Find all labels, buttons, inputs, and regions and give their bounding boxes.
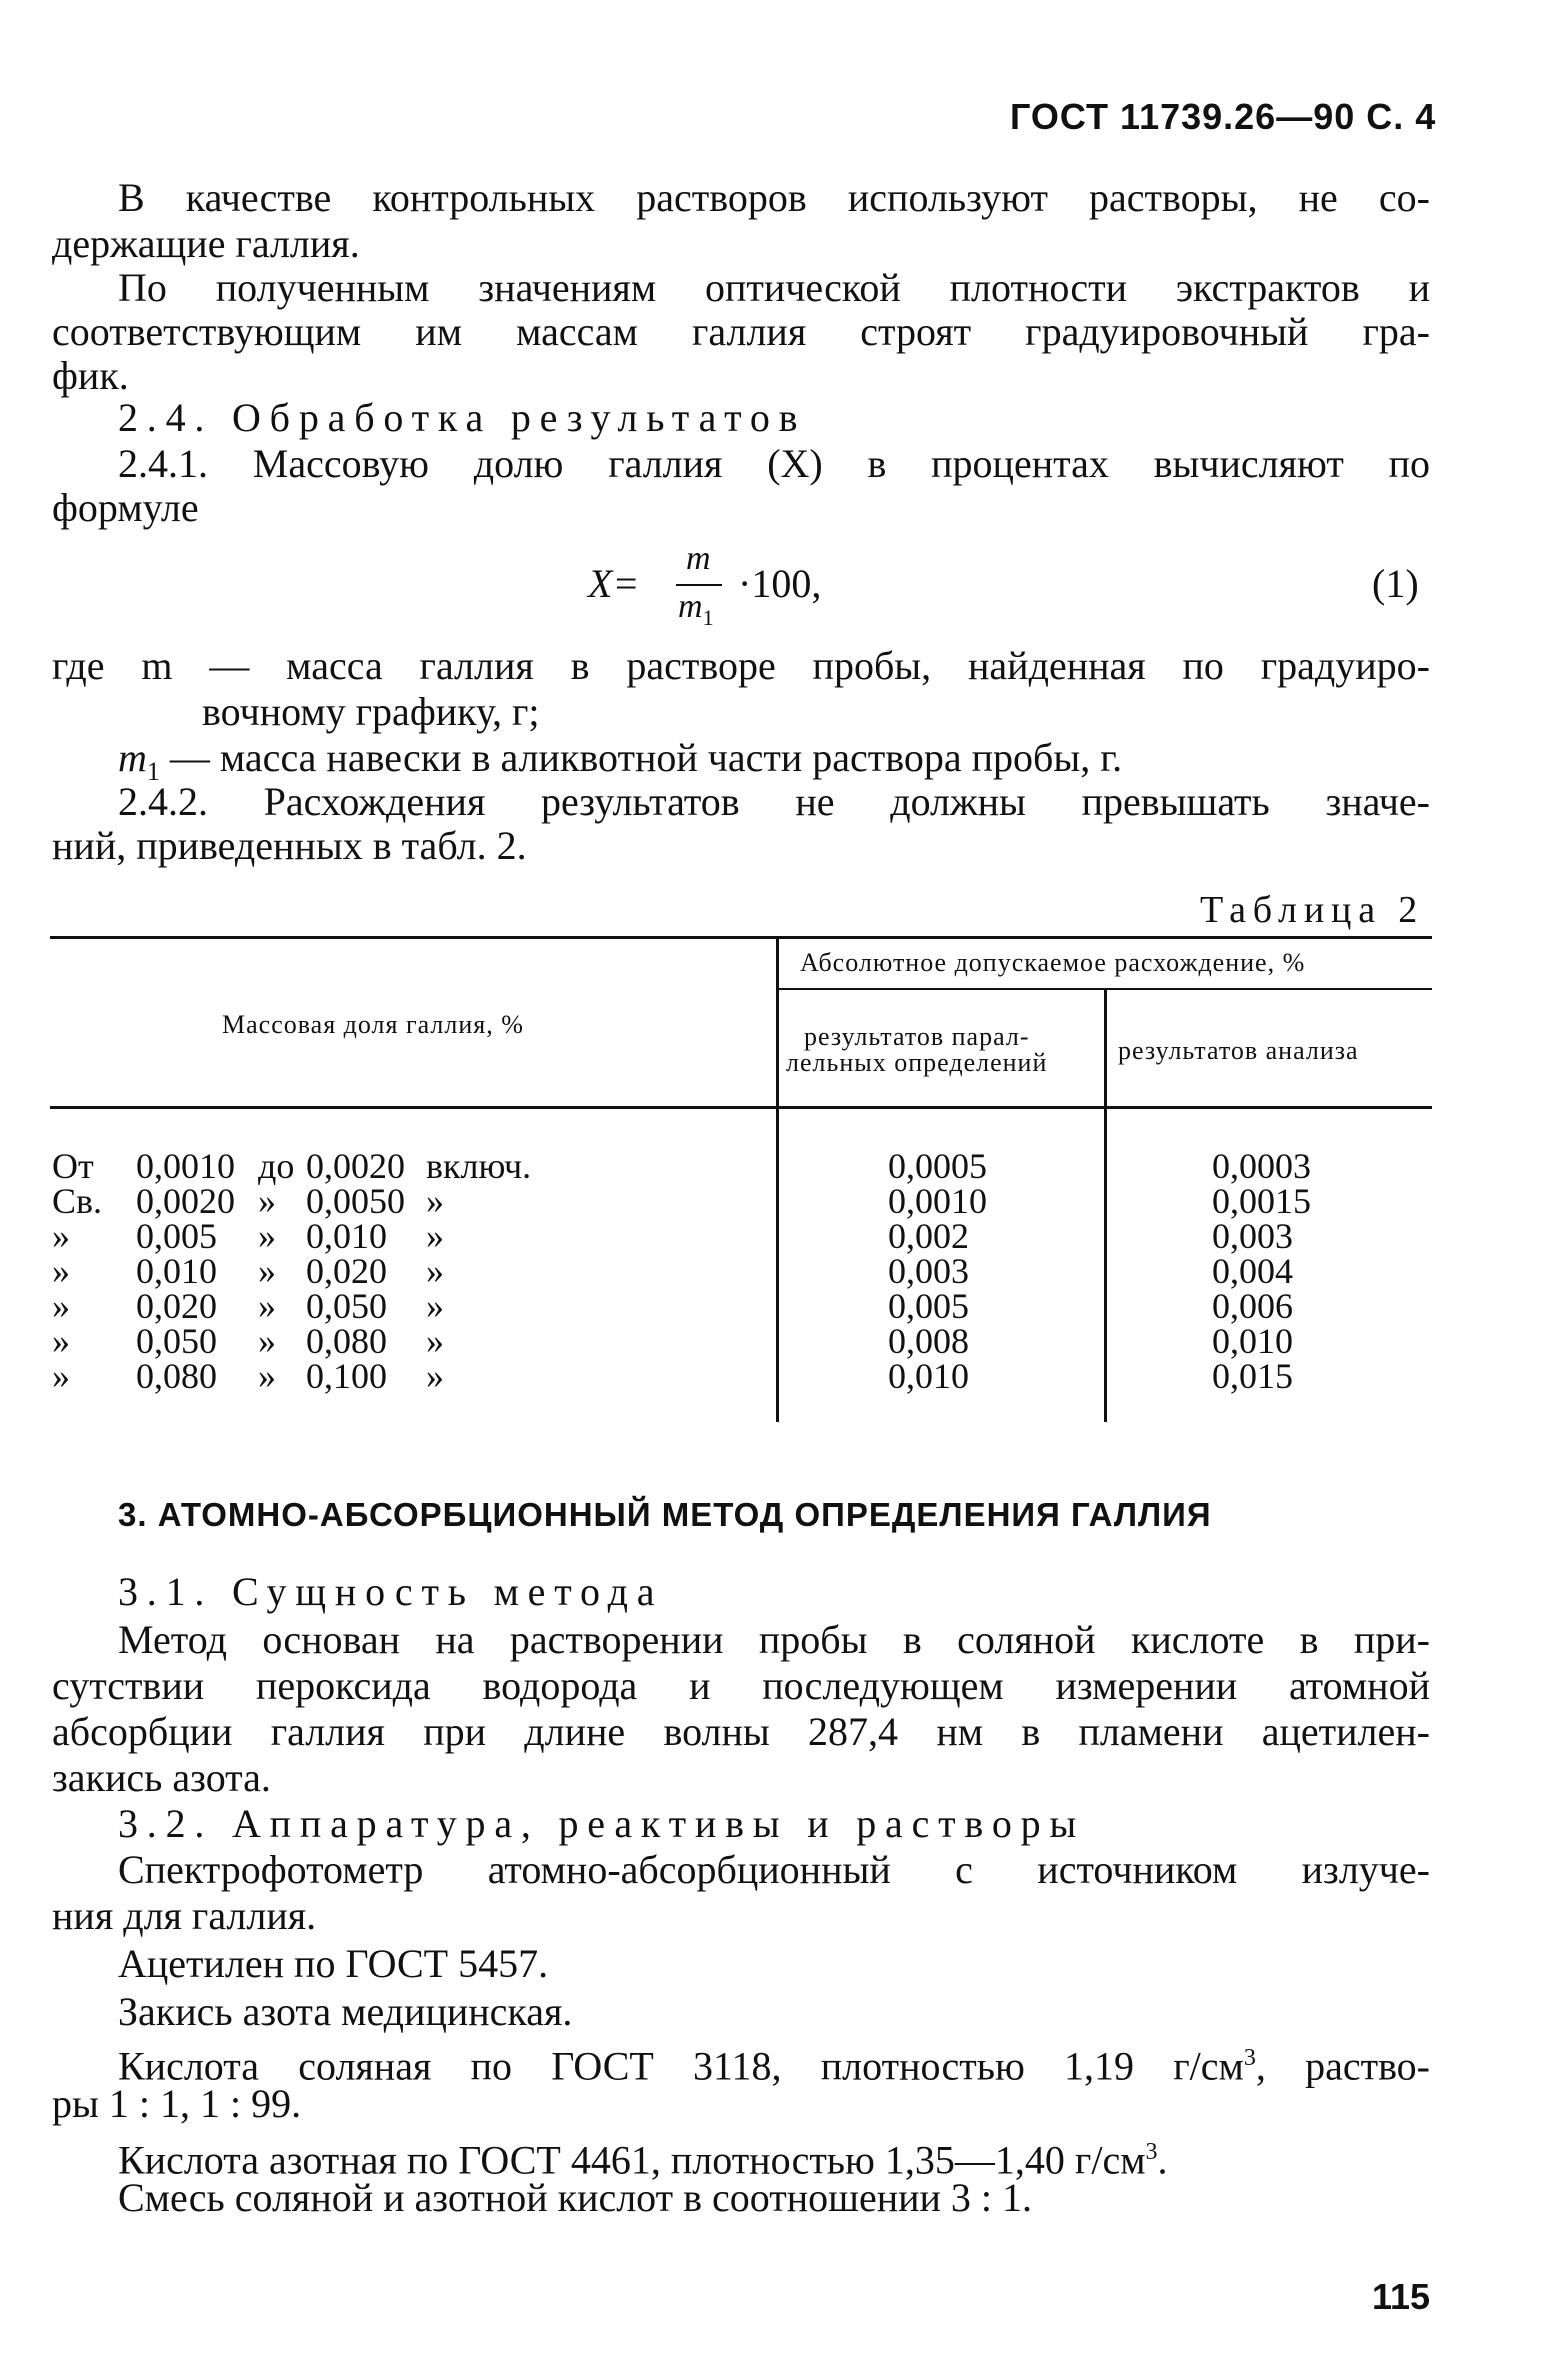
- section-2-4-heading: 2.4. Обработка результатов: [118, 395, 807, 440]
- table-cell-analysis: 0,006: [1212, 1286, 1293, 1326]
- paragraph-mix: Смесь соляной и азотной кислот в соотношении 3 : 1.: [118, 2175, 1033, 2220]
- table-cell-prefix: »: [52, 1321, 70, 1361]
- table-cell-sep: »: [258, 1356, 276, 1396]
- table-cell-parallel: 0,002: [888, 1216, 969, 1256]
- paragraph-graph-line3: фик.: [52, 353, 129, 398]
- paragraph-3-1-line1: Метод основан на растворении пробы в соляной кислоте в при-: [118, 1617, 1430, 1662]
- table-vline-2: [1104, 990, 1107, 1422]
- table-cell-from: 0,0010: [136, 1146, 235, 1186]
- table-cell-parallel: 0,0010: [888, 1181, 987, 1221]
- table-cell-prefix: »: [52, 1356, 70, 1396]
- table-cell-prefix: От: [52, 1146, 94, 1186]
- table-cell-from: 0,010: [136, 1251, 217, 1291]
- table-cell-suffix: »: [426, 1251, 444, 1291]
- table-col1-header: Массовая доля галлия, %: [222, 1010, 524, 1039]
- section-3-2-heading: 3.2. Аппаратура, реактивы и растворы: [118, 1801, 1086, 1846]
- table-cell-suffix: »: [426, 1216, 444, 1256]
- paragraph-acetylene: Ацетилен по ГОСТ 5457.: [118, 1941, 549, 1986]
- table-cell-to: 0,080: [306, 1321, 387, 1361]
- table-cell-parallel: 0,005: [888, 1286, 969, 1326]
- page-header: ГОСТ 11739.26—90 С. 4: [1010, 96, 1437, 137]
- paragraph-3-1-line2: сутствии пероксида водорода и последующем измерении атомной: [52, 1663, 1430, 1708]
- paragraph-spectro-line2: ния для галлия.: [52, 1893, 317, 1938]
- table-caption: Таблица 2: [1200, 889, 1425, 931]
- table-cell-from: 0,0020: [136, 1181, 235, 1221]
- paragraph-2-4-1-line2: формуле: [52, 485, 199, 530]
- table-cell-analysis: 0,003: [1212, 1216, 1293, 1256]
- table-cell-to: 0,050: [306, 1286, 387, 1326]
- table-cell-sep: »: [258, 1321, 276, 1361]
- paragraph-hno3: Кислота азотная по ГОСТ 4461, плотностью 1,35—1,40 $г/см^3$.: [118, 2137, 1168, 2183]
- table-header-rule: [50, 1106, 1432, 1109]
- table-top-rule: [50, 936, 1432, 939]
- where-m1-line: $m_1$ — масса навески в аликвотной части раствора пробы, г.: [118, 735, 1123, 786]
- table-cell-sep: до: [258, 1146, 295, 1186]
- paragraph-graph-line1: По полученным значениям оптической плотности экстрактов и: [118, 265, 1430, 310]
- paragraph-3-1-line4: закись азота.: [52, 1755, 271, 1800]
- table-col3-header: результатов анализа: [1118, 1036, 1359, 1065]
- table-cell-analysis: 0,004: [1212, 1251, 1293, 1291]
- formula-rhs: ·100,: [738, 561, 822, 606]
- paragraph-graph-line2: соответствующим им массам галлия строят градуировочный гра-: [52, 309, 1430, 354]
- formula-fraction-bar: [676, 584, 722, 586]
- where-m-line2: вочному графику, г;: [202, 689, 540, 734]
- table-cell-from: 0,050: [136, 1321, 217, 1361]
- table-cell-to: 0,010: [306, 1216, 387, 1256]
- table-cell-sep: »: [258, 1216, 276, 1256]
- table-cell-parallel: 0,003: [888, 1251, 969, 1291]
- table-cell-suffix: »: [426, 1321, 444, 1361]
- paragraph-control-line1: В качестве контрольных растворов используют растворы, не со-: [118, 175, 1430, 220]
- paragraph-2-4-2-line2: ний, приведенных в табл. 2.: [52, 823, 527, 868]
- formula-denominator: $m_1$: [678, 588, 714, 630]
- table-cell-suffix: »: [426, 1286, 444, 1326]
- paragraph-hcl-line1: Кислота соляная по ГОСТ 3118, плотностью 1,19 $г/см^3$, раство-: [118, 2043, 1430, 2089]
- paragraph-3-1-line3: абсорбции галлия при длине волны 287,4 нм в пламени ацетилен-: [52, 1709, 1430, 1754]
- formula-lhs: X=: [588, 561, 640, 606]
- table-cell-sep: »: [258, 1286, 276, 1326]
- table-group-header: Абсолютное допускаемое расхождение, %: [800, 948, 1306, 977]
- table-cell-parallel: 0,0005: [888, 1146, 987, 1186]
- table-cell-suffix: »: [426, 1356, 444, 1396]
- formula-number: (1): [1372, 561, 1419, 606]
- table-cell-parallel: 0,010: [888, 1356, 969, 1396]
- table-col2-header-line2: лельных определений: [786, 1048, 1048, 1077]
- table-vline-1: [776, 938, 779, 1422]
- paragraph-2-4-2-line1: 2.4.2. Расхождения результатов не должны превышать значе-: [118, 779, 1430, 824]
- section-3-title: 3. АТОМНО-АБСОРБЦИОННЫЙ МЕТОД ОПРЕДЕЛЕНИЯ ГАЛЛИЯ: [118, 1496, 1212, 1533]
- table-cell-analysis: 0,0003: [1212, 1146, 1311, 1186]
- table-cell-prefix: »: [52, 1216, 70, 1256]
- table-cell-analysis: 0,010: [1212, 1321, 1293, 1361]
- paragraph-nitrous: Закись азота медицинская.: [118, 1989, 573, 2034]
- page-number: 115: [1372, 2276, 1431, 2317]
- table-cell-from: 0,080: [136, 1356, 217, 1396]
- paragraph-spectro-line1: Спектрофотометр атомно-абсорбционный с источником излуче-: [118, 1847, 1430, 1892]
- table-cell-to: 0,100: [306, 1356, 387, 1396]
- table-cell-to: 0,020: [306, 1251, 387, 1291]
- table-cell-analysis: 0,015: [1212, 1356, 1293, 1396]
- table-cell-parallel: 0,008: [888, 1321, 969, 1361]
- table-cell-suffix: »: [426, 1181, 444, 1221]
- table-cell-from: 0,020: [136, 1286, 217, 1326]
- formula-numerator: m: [686, 540, 711, 577]
- table-cell-from: 0,005: [136, 1216, 217, 1256]
- where-m-line1: где m — масса галлия в растворе пробы, найденная по градуиро-: [52, 643, 1430, 688]
- table-cell-sep: »: [258, 1181, 276, 1221]
- table-cell-prefix: »: [52, 1286, 70, 1326]
- paragraph-hcl-line2: ры 1 : 1, 1 : 99.: [52, 2081, 302, 2126]
- table-cell-analysis: 0,0015: [1212, 1181, 1311, 1221]
- table-cell-sep: »: [258, 1251, 276, 1291]
- table-cell-to: 0,0050: [306, 1181, 405, 1221]
- section-3-1-heading: 3.1. Сущность метода: [118, 1569, 664, 1614]
- paragraph-control-line2: держащие галлия.: [52, 221, 360, 266]
- table-cell-to: 0,0020: [306, 1146, 405, 1186]
- table-col2-header-line1: результатов парал-: [804, 1022, 1030, 1051]
- table-cell-prefix: Св.: [52, 1181, 103, 1221]
- paragraph-2-4-1-line1: 2.4.1. Массовую долю галлия (X) в процентах вычисляют по: [118, 441, 1430, 486]
- table-cell-suffix: включ.: [426, 1146, 532, 1186]
- table-cell-prefix: »: [52, 1251, 70, 1291]
